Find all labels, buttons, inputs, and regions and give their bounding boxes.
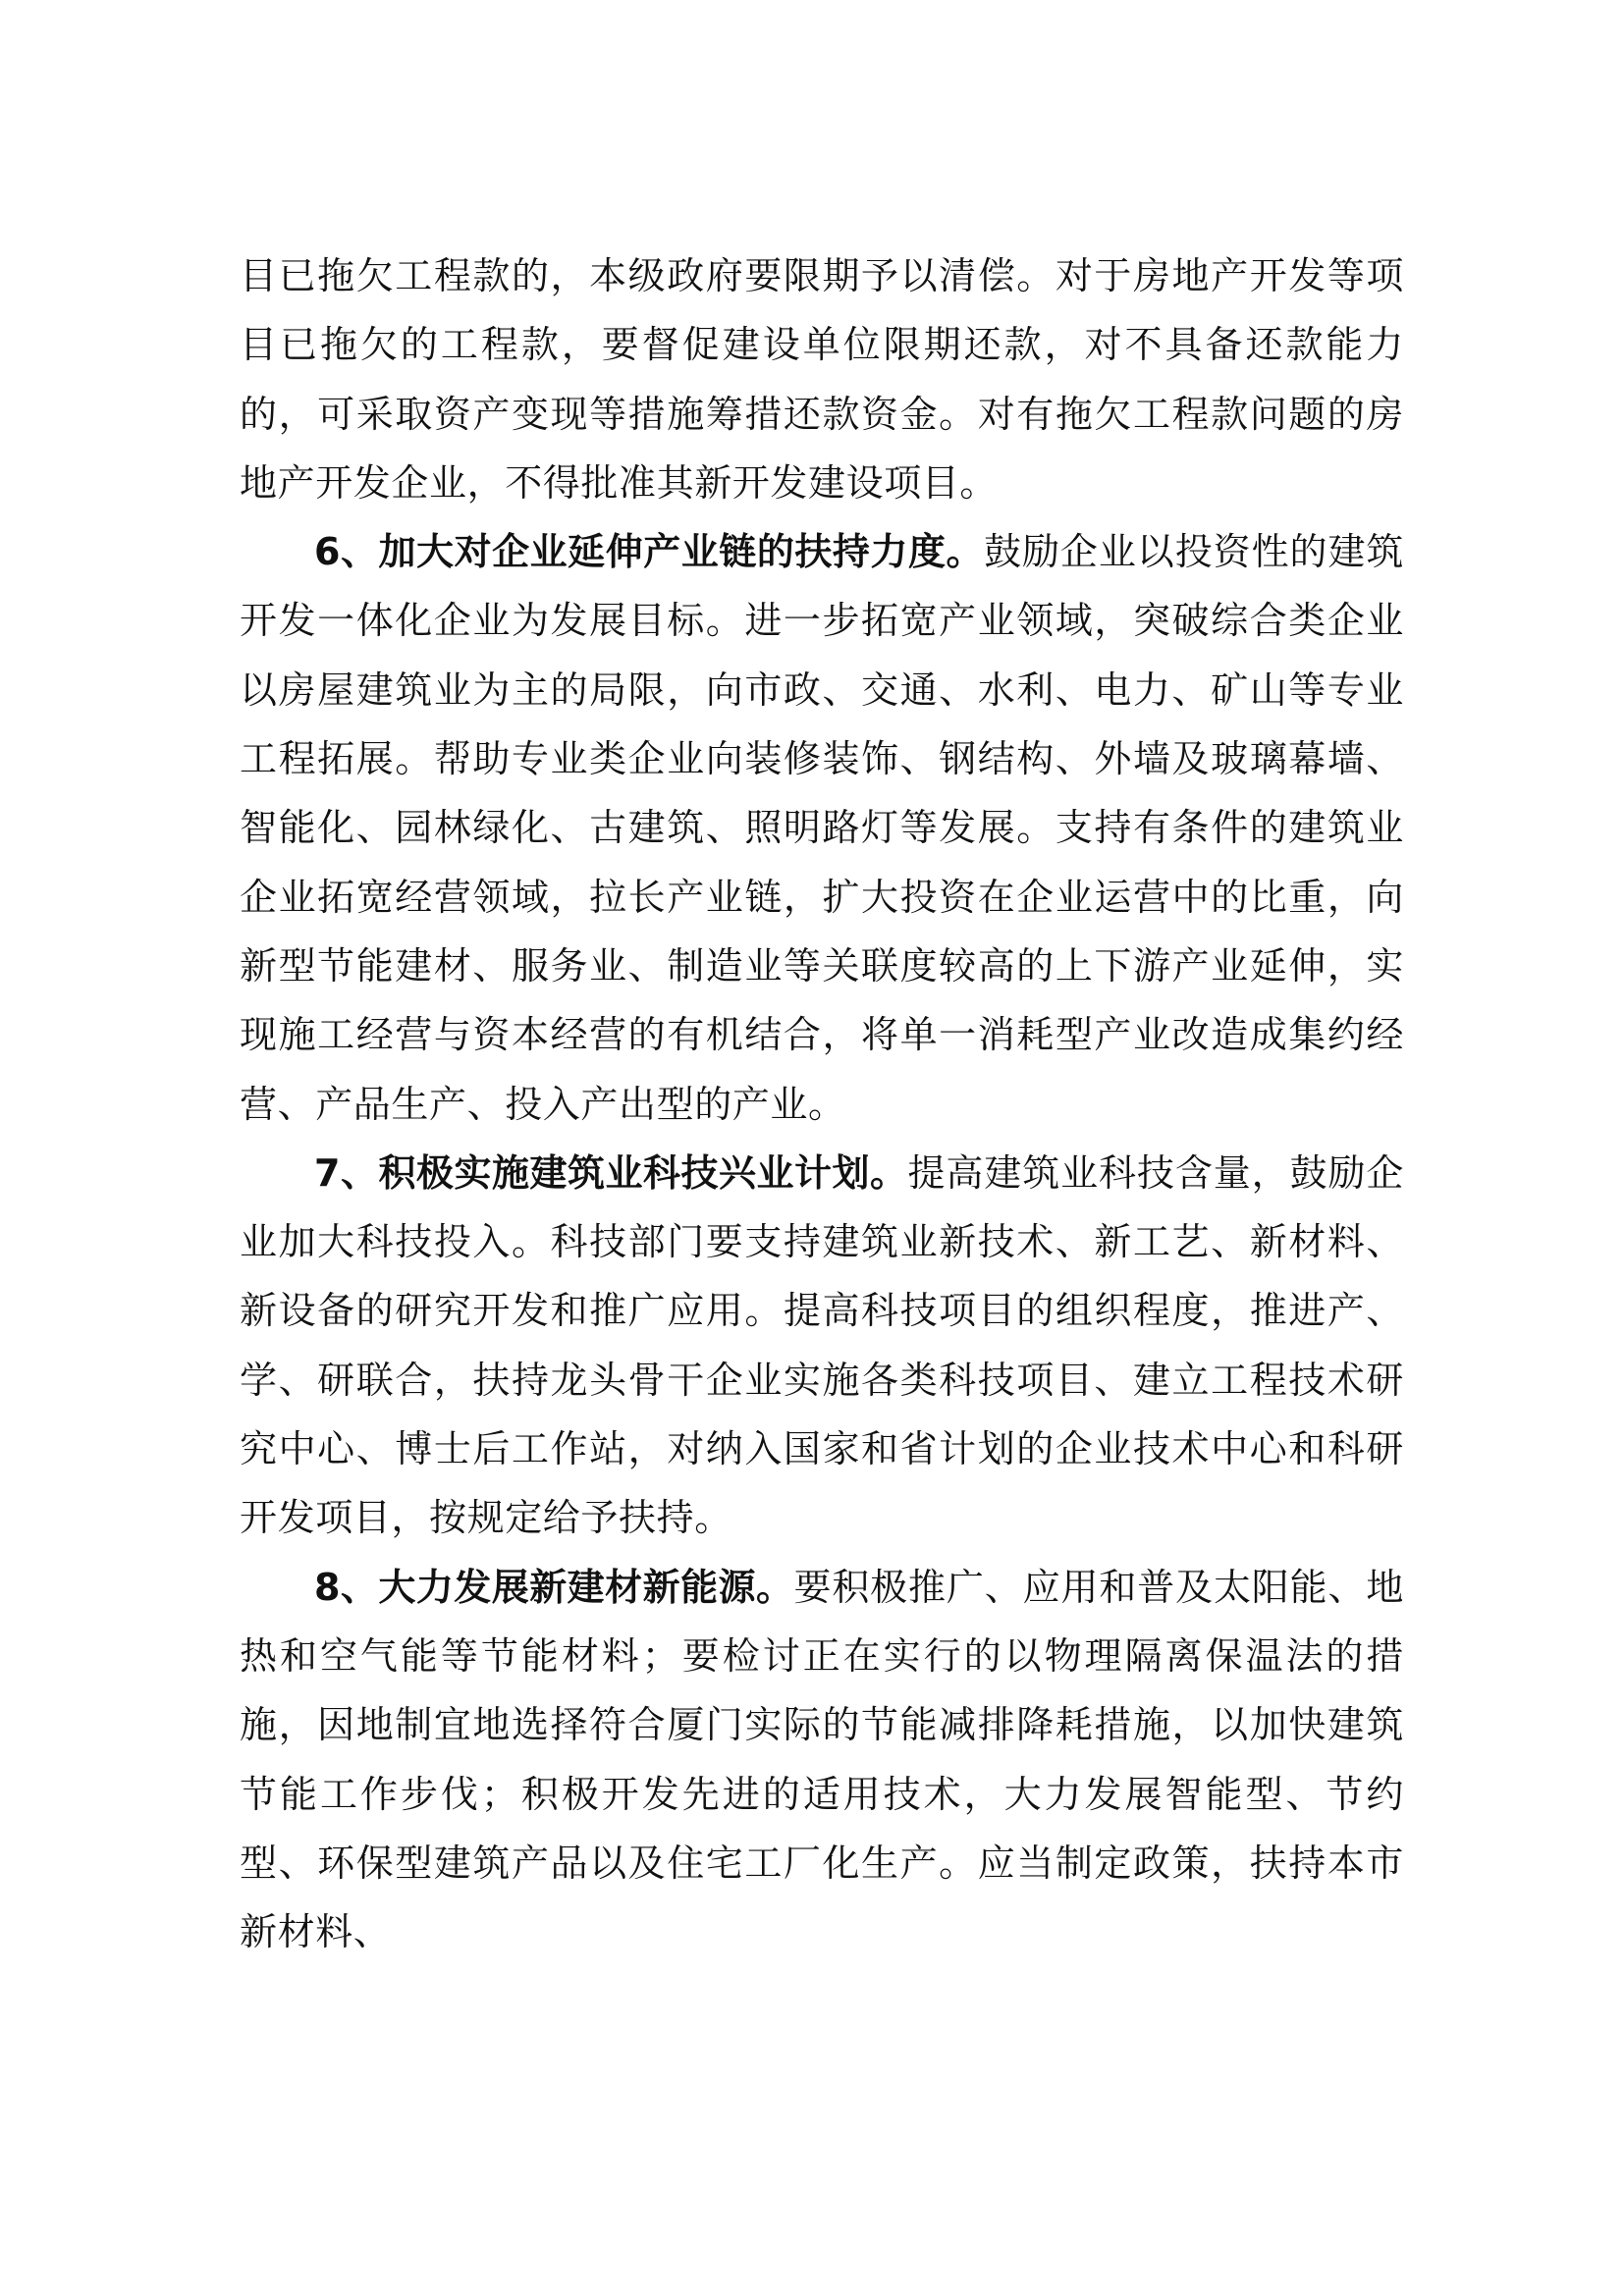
paragraph-item-8 — [240, 1553, 1404, 1967]
item-8-text: 要积极推广、应用和普及太阳能、地热和空气能等节能材料；要检讨正在实行的以物理隔离保温法的措施，因地制宜地选择符合厦门实际的节能减排降耗措施，以加快建筑节能工作步伐；积极开发先进的适用技术，大力发展智能型、节约型、环保型建筑产品以及住宅工厂化生产。应当制定政策，扶持本市新材料、 — [240, 1565, 1404, 1954]
item-8-heading: 8、大力发展新建材新能源。 — [314, 1565, 794, 1609]
paragraph-item-6 — [240, 517, 1404, 1139]
item-6-text: 鼓励企业以投资性的建筑开发一体化企业为发展目标。进一步拓宽产业领域，突破综合类企业以房屋建筑业为主的局限，向市政、交通、水利、电力、矿山等专业工程拓展。帮助专业类企业向装修装饰、钢结构、外墙及玻璃幕墙、智能化、园林绿化、古建筑、照明路灯等发展。支持有条件的建筑业企业拓宽经营领域，拉长产业链，扩大投资在企业运营中的比重，向新型节能建材、服务业、制造业等关联度较高的上下游产业延伸，实现施工经营与资本经营的有机结合，将单一消耗型产业改造成集约经营、产品生产、投入产出型的产业。 — [240, 530, 1405, 1126]
paragraph-item-7 — [240, 1139, 1404, 1553]
item-6-heading: 6、加大对企业延伸产业链的扶持力度。 — [314, 530, 985, 574]
item-7-text: 提高建筑业科技含量，鼓励企业加大科技投入。科技部门要支持建筑业新技术、新工艺、新材料、新设备的研究开发和推广应用。提高科技项目的组织程度，推进产、学、研联合，扶持龙头骨干企业实施各类科技项目、建立工程技术研究中心、博士后工作站，对纳入国家和省计划的企业技术中心和科研开发项目，按规定给予扶持。 — [240, 1150, 1404, 1540]
item-7-heading: 7、积极实施建筑业科技兴业计划。 — [314, 1150, 908, 1195]
paragraph-text: 目已拖欠工程款的，本级政府要限期予以清偿。对于房地产开发等项目已拖欠的工程款，要督促建设单位限期还款，对不具备还款能力的，可采取资产变现等措施筹措还款资金。对有拖欠工程款问题的房地产开发企业，不得批准其新开发建设项目。 — [240, 254, 1404, 505]
paragraph-continuation — [240, 241, 1404, 517]
document-body — [240, 241, 1404, 1966]
